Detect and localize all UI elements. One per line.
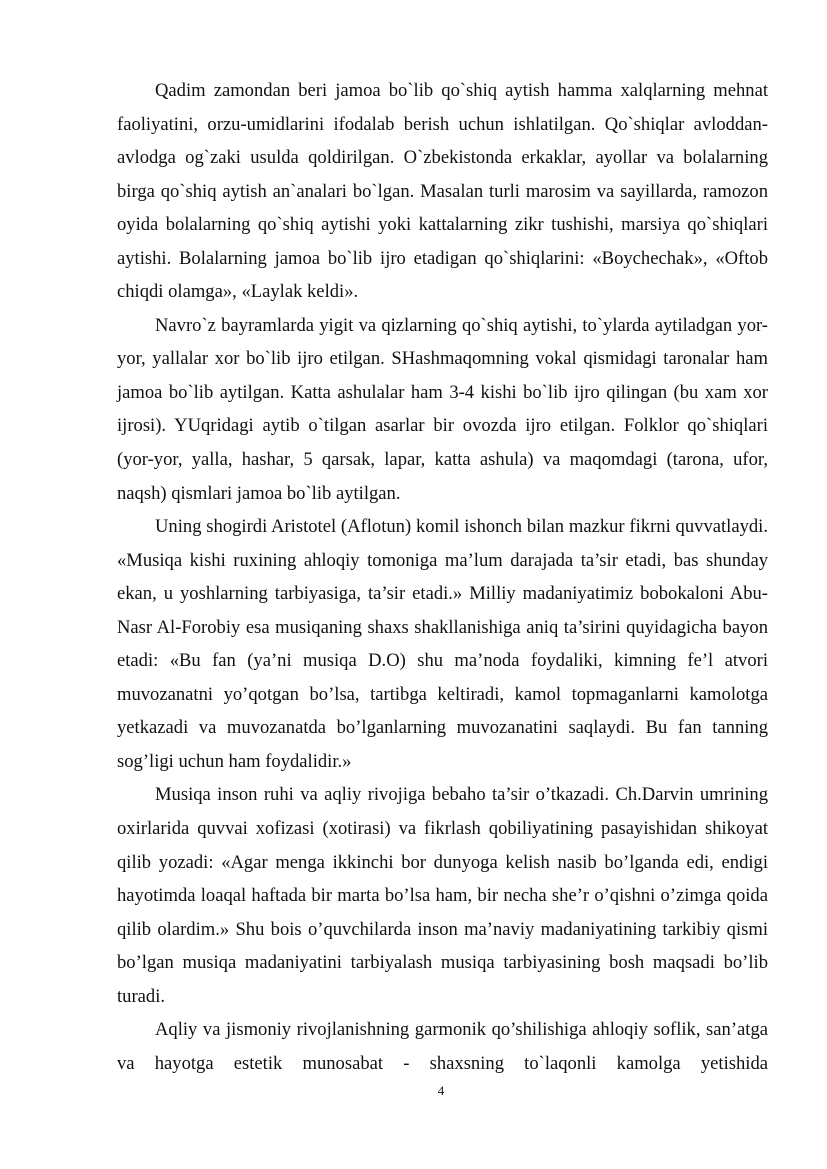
- paragraph-choral-history: Qadim zamondan beri jamoa bo`lib qo`shiq aytish hamma xalqlarning mehnat faoliyatini, orzu-umidlarini ifodalab berish uchun ishlatilgan. Qo`shiqlar avloddan-avlodga og`zaki usulda qoldirilgan. O`zbekistonda erkaklar, ayollar va bolalarning birga qo`shiq aytish an`analari bo`lgan. Masalan turli marosim va sayillarda, ramozon oyida bolalarning qo`shiq aytishi yoki kattalarning zikr tushishi, marsiya qo`shiqlari aytishi. Bolalarning jamoa bo`lib ijro etadigan qo`shiqlarini: «Boychechak», «Oftob chiqdi olamga», «Laylak keldi».: [117, 80, 768, 303]
- paragraph-harmonic-development: Aqliy va jismoniy rivojlanishning garmonik qo’shilishiga ahloqiy soflik, san’atga va hayotga estetik munosabat - shaxsning to`laqonli kamolga yetishida: [117, 1019, 768, 1074]
- paragraph-aristotle-farabi: Uning shogirdi Aristotel (Aflotun) komil ishonch bilan mazkur fikrni quvvatlaydi. «Musiqa kishi ruxining ahloqiy tomoniga ma’lum darajada ta’sir etadi, bas shunday ekan, u yoshlarning tarbiyasiga, ta’sir etadi.» Milliy madaniyatimiz bobokaloni Abu-Nasr Al-Forobiy esa musiqaning shaxs shakllanishiga aniq ta’sirini quyidagicha bayon etadi: «Bu fan (ya’ni musiqa D.O) shu ma’noda foydaliki, kimning fe’l atvori muvozanatni yo’qotgan bo’lsa, tartibga keltiradi, kamol topmaganlarni kamolotga yetkazadi va muvozanatda bo’lganlarning muvozanatini saqlaydi. Bu fan tanning sog’ligi uchun ham foydalidir.»: [117, 516, 768, 772]
- page-number: 4: [437, 1083, 445, 1098]
- paragraph-darwin: Musiqa inson ruhi va aqliy rivojiga bebaho ta’sir o’tkazadi. Ch.Darvin umrining oxirlarida quvvai xofizasi (xotirasi) va fikrlash qobiliyatining pasayishidan shikoyat qilib yozadi: «Agar menga ikkinchi bor dunyoga kelish nasib bo’lganda edi, endigi hayotimda loaqal haftada bir marta bo’lsa ham, bir necha she’r o’qishni o’zimga qoida qilib olardim.» Shu bois o’quvchilarda inson ma’naviy madaniyatining tarkibiy qismi bo’lgan musiqa madaniyatini tarbiyalash musiqa tarbiyasining bosh maqsadi bo’lib turadi.: [117, 784, 768, 1007]
- body-text: [117, 74, 768, 1080]
- paragraph-navroz-songs: Navro`z bayramlarda yigit va qizlarning qo`shiq aytishi, to`ylarda aytiladgan yor-yor, yallalar xor bo`lib ijro etilgan. SHashmaqomning vokal qismidagi taronalar ham jamoa bo`lib aytilgan. Katta ashulalar ham 3-4 kishi bo`lib ijro qilingan (bu xam xor ijrosi). YUqridagi aytib o`tilgan asarlar bir ovozda ijro etilgan. Folklor qo`shiqlari (yor-yor, yalla, hashar, 5 qarsak, lapar, katta ashula) va maqomdagi (tarona, ufor, naqsh) qismlari jamoa bo`lib aytilgan.: [117, 314, 768, 504]
